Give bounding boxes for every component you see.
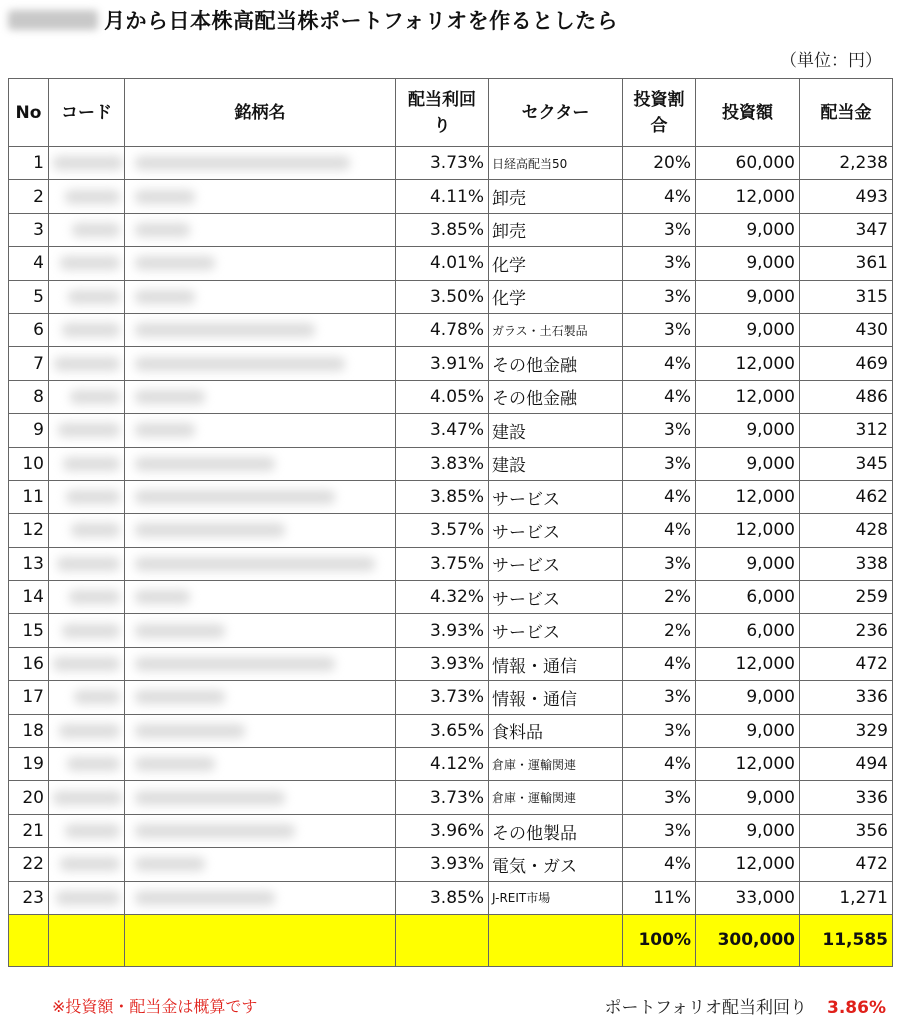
blurred-code bbox=[63, 457, 120, 471]
cell-amount: 9,000 bbox=[696, 814, 800, 847]
table-row bbox=[9, 280, 893, 313]
cell-sector: 卸売 bbox=[489, 213, 623, 246]
cell-dividend: 430 bbox=[800, 313, 893, 346]
cell-yield: 3.50% bbox=[396, 280, 489, 313]
cell-dividend: 329 bbox=[800, 714, 893, 747]
table-row bbox=[9, 247, 893, 280]
blurred-name bbox=[135, 390, 205, 404]
cell-code bbox=[49, 514, 125, 547]
unit-label: （単位：円） bbox=[780, 51, 882, 71]
cell-yield: 3.93% bbox=[396, 614, 489, 647]
cell-name bbox=[125, 547, 396, 580]
portfolio-yield-label: ポートフォリオ配当利回り bbox=[604, 998, 808, 1018]
cell-ratio: 3% bbox=[623, 313, 696, 346]
title-text: 月から日本株高配当株ポートフォリオを作るとしたら bbox=[104, 9, 619, 33]
cell-name bbox=[125, 380, 396, 413]
blurred-code bbox=[60, 256, 120, 270]
cell-yield: 3.73% bbox=[396, 781, 489, 814]
cell-ratio: 2% bbox=[623, 581, 696, 614]
table-row bbox=[9, 547, 893, 580]
cell-code bbox=[49, 280, 125, 313]
blurred-code bbox=[68, 290, 120, 304]
total-cell-sector bbox=[489, 914, 623, 966]
cell-code bbox=[49, 881, 125, 914]
blurred-code bbox=[58, 423, 120, 437]
cell-ratio: 3% bbox=[623, 414, 696, 447]
blurred-name bbox=[135, 323, 315, 337]
cell-ratio: 3% bbox=[623, 447, 696, 480]
blurred-code bbox=[65, 190, 120, 204]
cell-amount: 12,000 bbox=[696, 647, 800, 680]
table-row bbox=[9, 781, 893, 814]
cell-amount: 6,000 bbox=[696, 614, 800, 647]
cell-amount: 60,000 bbox=[696, 147, 800, 180]
table-row bbox=[9, 814, 893, 847]
blurred-name bbox=[135, 690, 225, 704]
cell-yield: 4.01% bbox=[396, 247, 489, 280]
cell-no: 21 bbox=[9, 814, 49, 847]
cell-no: 14 bbox=[9, 581, 49, 614]
blurred-code bbox=[71, 523, 120, 537]
cell-sector: ガラス・土石製品 bbox=[489, 313, 623, 346]
total-cell-yield bbox=[396, 914, 489, 966]
table-row bbox=[9, 213, 893, 246]
cell-sector: サービス bbox=[489, 514, 623, 547]
cell-no: 15 bbox=[9, 614, 49, 647]
cell-yield: 3.83% bbox=[396, 447, 489, 480]
table-row bbox=[9, 681, 893, 714]
cell-amount: 9,000 bbox=[696, 414, 800, 447]
table-row bbox=[9, 147, 893, 180]
cell-code bbox=[49, 848, 125, 881]
header-no: No bbox=[9, 79, 49, 147]
cell-name bbox=[125, 681, 396, 714]
cell-name bbox=[125, 347, 396, 380]
blurred-name bbox=[135, 824, 295, 838]
table-row bbox=[9, 581, 893, 614]
cell-code bbox=[49, 447, 125, 480]
cell-name bbox=[125, 514, 396, 547]
cell-name bbox=[125, 213, 396, 246]
blurred-code bbox=[54, 357, 120, 371]
cell-yield: 3.47% bbox=[396, 414, 489, 447]
cell-yield: 3.93% bbox=[396, 848, 489, 881]
cell-dividend: 315 bbox=[800, 280, 893, 313]
table-row bbox=[9, 514, 893, 547]
cell-sector: その他金融 bbox=[489, 380, 623, 413]
cell-sector: 電気・ガス bbox=[489, 848, 623, 881]
cell-code bbox=[49, 480, 125, 513]
blurred-name bbox=[135, 423, 195, 437]
cell-dividend: 494 bbox=[800, 748, 893, 781]
cell-dividend: 361 bbox=[800, 247, 893, 280]
blurred-code bbox=[60, 857, 120, 871]
total-row bbox=[9, 914, 893, 966]
cell-dividend: 356 bbox=[800, 814, 893, 847]
cell-no: 17 bbox=[9, 681, 49, 714]
cell-amount: 9,000 bbox=[696, 714, 800, 747]
blurred-name bbox=[135, 724, 245, 738]
cell-dividend: 472 bbox=[800, 647, 893, 680]
blurred-code bbox=[65, 824, 120, 838]
blurred-name bbox=[135, 624, 225, 638]
cell-ratio: 11% bbox=[623, 881, 696, 914]
blurred-code bbox=[62, 323, 120, 337]
header-ratio: 投資割合 bbox=[623, 79, 696, 147]
cell-yield: 3.93% bbox=[396, 647, 489, 680]
cell-no: 1 bbox=[9, 147, 49, 180]
cell-name bbox=[125, 313, 396, 346]
cell-no: 16 bbox=[9, 647, 49, 680]
table-row bbox=[9, 614, 893, 647]
cell-code bbox=[49, 547, 125, 580]
cell-dividend: 472 bbox=[800, 848, 893, 881]
table-row bbox=[9, 748, 893, 781]
blurred-code bbox=[72, 223, 120, 237]
blurred-code bbox=[53, 657, 120, 671]
cell-code bbox=[49, 681, 125, 714]
cell-sector: その他製品 bbox=[489, 814, 623, 847]
cell-code bbox=[49, 147, 125, 180]
cell-dividend: 493 bbox=[800, 180, 893, 213]
cell-yield: 4.12% bbox=[396, 748, 489, 781]
estimate-note: ※投資額・配当金は概算です bbox=[52, 997, 258, 1016]
cell-dividend: 236 bbox=[800, 614, 893, 647]
cell-name bbox=[125, 447, 396, 480]
cell-dividend: 469 bbox=[800, 347, 893, 380]
cell-amount: 6,000 bbox=[696, 581, 800, 614]
blurred-code bbox=[59, 724, 120, 738]
cell-amount: 12,000 bbox=[696, 347, 800, 380]
blurred-name bbox=[135, 357, 345, 371]
table-row bbox=[9, 647, 893, 680]
cell-sector: 食料品 bbox=[489, 714, 623, 747]
cell-dividend: 462 bbox=[800, 480, 893, 513]
cell-code bbox=[49, 614, 125, 647]
portfolio-table bbox=[8, 78, 893, 967]
cell-code bbox=[49, 748, 125, 781]
cell-amount: 9,000 bbox=[696, 681, 800, 714]
cell-code bbox=[49, 213, 125, 246]
cell-name bbox=[125, 781, 396, 814]
table-row bbox=[9, 714, 893, 747]
cell-no: 3 bbox=[9, 213, 49, 246]
cell-no: 22 bbox=[9, 848, 49, 881]
cell-ratio: 4% bbox=[623, 347, 696, 380]
cell-yield: 3.96% bbox=[396, 814, 489, 847]
cell-sector: サービス bbox=[489, 614, 623, 647]
cell-ratio: 4% bbox=[623, 380, 696, 413]
cell-sector: 倉庫・運輸関連 bbox=[489, 781, 623, 814]
cell-name bbox=[125, 247, 396, 280]
blurred-name bbox=[135, 891, 275, 905]
cell-no: 18 bbox=[9, 714, 49, 747]
blurred-name bbox=[135, 857, 205, 871]
table-row bbox=[9, 447, 893, 480]
cell-code bbox=[49, 313, 125, 346]
blurred-month bbox=[8, 10, 98, 30]
cell-yield: 4.05% bbox=[396, 380, 489, 413]
cell-no: 20 bbox=[9, 781, 49, 814]
table-row bbox=[9, 380, 893, 413]
blurred-name bbox=[135, 791, 285, 805]
cell-no: 4 bbox=[9, 247, 49, 280]
cell-no: 11 bbox=[9, 480, 49, 513]
cell-ratio: 4% bbox=[623, 180, 696, 213]
cell-dividend: 1,271 bbox=[800, 881, 893, 914]
blurred-code bbox=[67, 757, 120, 771]
cell-sector: サービス bbox=[489, 480, 623, 513]
blurred-code bbox=[53, 791, 122, 805]
portfolio-yield-value: 3.86% bbox=[827, 998, 886, 1018]
cell-name bbox=[125, 647, 396, 680]
cell-dividend: 259 bbox=[800, 581, 893, 614]
cell-amount: 12,000 bbox=[696, 748, 800, 781]
blurred-code bbox=[69, 590, 120, 604]
cell-sector: 倉庫・運輸関連 bbox=[489, 748, 623, 781]
cell-no: 6 bbox=[9, 313, 49, 346]
cell-sector: 建設 bbox=[489, 447, 623, 480]
cell-ratio: 3% bbox=[623, 681, 696, 714]
cell-ratio: 4% bbox=[623, 480, 696, 513]
table-row bbox=[9, 347, 893, 380]
cell-dividend: 336 bbox=[800, 681, 893, 714]
cell-amount: 12,000 bbox=[696, 848, 800, 881]
cell-yield: 3.73% bbox=[396, 147, 489, 180]
cell-name bbox=[125, 414, 396, 447]
cell-sector: サービス bbox=[489, 547, 623, 580]
cell-name bbox=[125, 280, 396, 313]
cell-name bbox=[125, 814, 396, 847]
cell-no: 10 bbox=[9, 447, 49, 480]
cell-yield: 4.11% bbox=[396, 180, 489, 213]
header-yield: 配当利回り bbox=[396, 79, 489, 147]
blurred-name bbox=[135, 256, 215, 270]
cell-name bbox=[125, 714, 396, 747]
cell-dividend: 338 bbox=[800, 547, 893, 580]
cell-name bbox=[125, 614, 396, 647]
table-row bbox=[9, 414, 893, 447]
blurred-name bbox=[135, 757, 215, 771]
cell-code bbox=[49, 581, 125, 614]
cell-name bbox=[125, 881, 396, 914]
cell-sector: 化学 bbox=[489, 280, 623, 313]
cell-dividend: 347 bbox=[800, 213, 893, 246]
blurred-code bbox=[74, 690, 120, 704]
cell-ratio: 3% bbox=[623, 781, 696, 814]
cell-yield: 3.73% bbox=[396, 681, 489, 714]
cell-no: 9 bbox=[9, 414, 49, 447]
cell-ratio: 3% bbox=[623, 714, 696, 747]
header-dividend: 配当金 bbox=[800, 79, 893, 147]
blurred-name bbox=[135, 590, 190, 604]
cell-code bbox=[49, 814, 125, 847]
cell-yield: 3.85% bbox=[396, 881, 489, 914]
cell-amount: 9,000 bbox=[696, 447, 800, 480]
cell-yield: 3.85% bbox=[396, 480, 489, 513]
cell-amount: 12,000 bbox=[696, 180, 800, 213]
cell-yield: 4.78% bbox=[396, 313, 489, 346]
blurred-name bbox=[135, 457, 275, 471]
header-amount: 投資額 bbox=[696, 79, 800, 147]
cell-name bbox=[125, 748, 396, 781]
cell-yield: 3.91% bbox=[396, 347, 489, 380]
blurred-name bbox=[135, 190, 195, 204]
cell-ratio: 3% bbox=[623, 547, 696, 580]
total-cell-no bbox=[9, 914, 49, 966]
cell-dividend: 336 bbox=[800, 781, 893, 814]
cell-amount: 9,000 bbox=[696, 213, 800, 246]
cell-yield: 3.85% bbox=[396, 213, 489, 246]
cell-ratio: 3% bbox=[623, 814, 696, 847]
cell-no: 2 bbox=[9, 180, 49, 213]
header-name: 銘柄名 bbox=[125, 79, 396, 147]
cell-sector: 日経高配当50 bbox=[489, 147, 623, 180]
cell-no: 7 bbox=[9, 347, 49, 380]
cell-sector: J-REIT市場 bbox=[489, 881, 623, 914]
cell-code bbox=[49, 714, 125, 747]
cell-ratio: 4% bbox=[623, 848, 696, 881]
cell-dividend: 428 bbox=[800, 514, 893, 547]
cell-amount: 9,000 bbox=[696, 547, 800, 580]
cell-code bbox=[49, 347, 125, 380]
cell-code bbox=[49, 380, 125, 413]
blurred-name bbox=[135, 156, 350, 170]
cell-no: 13 bbox=[9, 547, 49, 580]
cell-amount: 12,000 bbox=[696, 380, 800, 413]
cell-no: 19 bbox=[9, 748, 49, 781]
cell-sector: サービス bbox=[489, 581, 623, 614]
table-row bbox=[9, 480, 893, 513]
total-cell-code bbox=[49, 914, 125, 966]
total-amount: 300,000 bbox=[696, 914, 800, 966]
cell-yield: 3.75% bbox=[396, 547, 489, 580]
cell-no: 5 bbox=[9, 280, 49, 313]
cell-code bbox=[49, 781, 125, 814]
cell-sector: 情報・通信 bbox=[489, 647, 623, 680]
total-cell-name bbox=[125, 914, 396, 966]
table-row bbox=[9, 180, 893, 213]
cell-name bbox=[125, 581, 396, 614]
cell-yield: 3.57% bbox=[396, 514, 489, 547]
cell-code bbox=[49, 180, 125, 213]
header-sector: セクター bbox=[489, 79, 623, 147]
cell-ratio: 3% bbox=[623, 213, 696, 246]
cell-no: 12 bbox=[9, 514, 49, 547]
cell-yield: 4.32% bbox=[396, 581, 489, 614]
cell-sector: 卸売 bbox=[489, 180, 623, 213]
blurred-name bbox=[135, 657, 335, 671]
cell-sector: 化学 bbox=[489, 247, 623, 280]
blurred-name bbox=[135, 223, 190, 237]
cell-ratio: 4% bbox=[623, 647, 696, 680]
blurred-code bbox=[70, 390, 120, 404]
blurred-name bbox=[135, 490, 335, 504]
cell-amount: 9,000 bbox=[696, 280, 800, 313]
cell-ratio: 3% bbox=[623, 247, 696, 280]
cell-ratio: 4% bbox=[623, 514, 696, 547]
cell-ratio: 20% bbox=[623, 147, 696, 180]
cell-amount: 9,000 bbox=[696, 247, 800, 280]
cell-code bbox=[49, 247, 125, 280]
portfolio-yield bbox=[605, 993, 886, 1018]
table-header-row bbox=[9, 79, 893, 147]
cell-dividend: 2,238 bbox=[800, 147, 893, 180]
cell-ratio: 3% bbox=[623, 280, 696, 313]
cell-sector: 情報・通信 bbox=[489, 681, 623, 714]
page-title bbox=[8, 4, 618, 36]
cell-no: 23 bbox=[9, 881, 49, 914]
blurred-code bbox=[53, 156, 123, 170]
blurred-code bbox=[57, 557, 120, 571]
header-code: コード bbox=[49, 79, 125, 147]
blurred-code bbox=[56, 891, 120, 905]
cell-amount: 12,000 bbox=[696, 514, 800, 547]
cell-name bbox=[125, 848, 396, 881]
cell-amount: 9,000 bbox=[696, 313, 800, 346]
cell-code bbox=[49, 647, 125, 680]
blurred-code bbox=[62, 624, 120, 638]
cell-amount: 33,000 bbox=[696, 881, 800, 914]
cell-yield: 3.65% bbox=[396, 714, 489, 747]
blurred-name bbox=[135, 523, 285, 537]
cell-name bbox=[125, 180, 396, 213]
cell-name bbox=[125, 480, 396, 513]
cell-ratio: 4% bbox=[623, 748, 696, 781]
table-row bbox=[9, 881, 893, 914]
blurred-name bbox=[135, 557, 375, 571]
cell-sector: 建設 bbox=[489, 414, 623, 447]
cell-ratio: 2% bbox=[623, 614, 696, 647]
cell-no: 8 bbox=[9, 380, 49, 413]
cell-amount: 12,000 bbox=[696, 480, 800, 513]
cell-amount: 9,000 bbox=[696, 781, 800, 814]
cell-dividend: 345 bbox=[800, 447, 893, 480]
table-row bbox=[9, 313, 893, 346]
blurred-name bbox=[135, 290, 195, 304]
cell-sector: その他金融 bbox=[489, 347, 623, 380]
cell-dividend: 486 bbox=[800, 380, 893, 413]
table-body bbox=[9, 147, 893, 915]
cell-name bbox=[125, 147, 396, 180]
total-ratio: 100% bbox=[623, 914, 696, 966]
total-dividend: 11,585 bbox=[800, 914, 893, 966]
table-row bbox=[9, 848, 893, 881]
cell-dividend: 312 bbox=[800, 414, 893, 447]
cell-code bbox=[49, 414, 125, 447]
blurred-code bbox=[66, 490, 120, 504]
